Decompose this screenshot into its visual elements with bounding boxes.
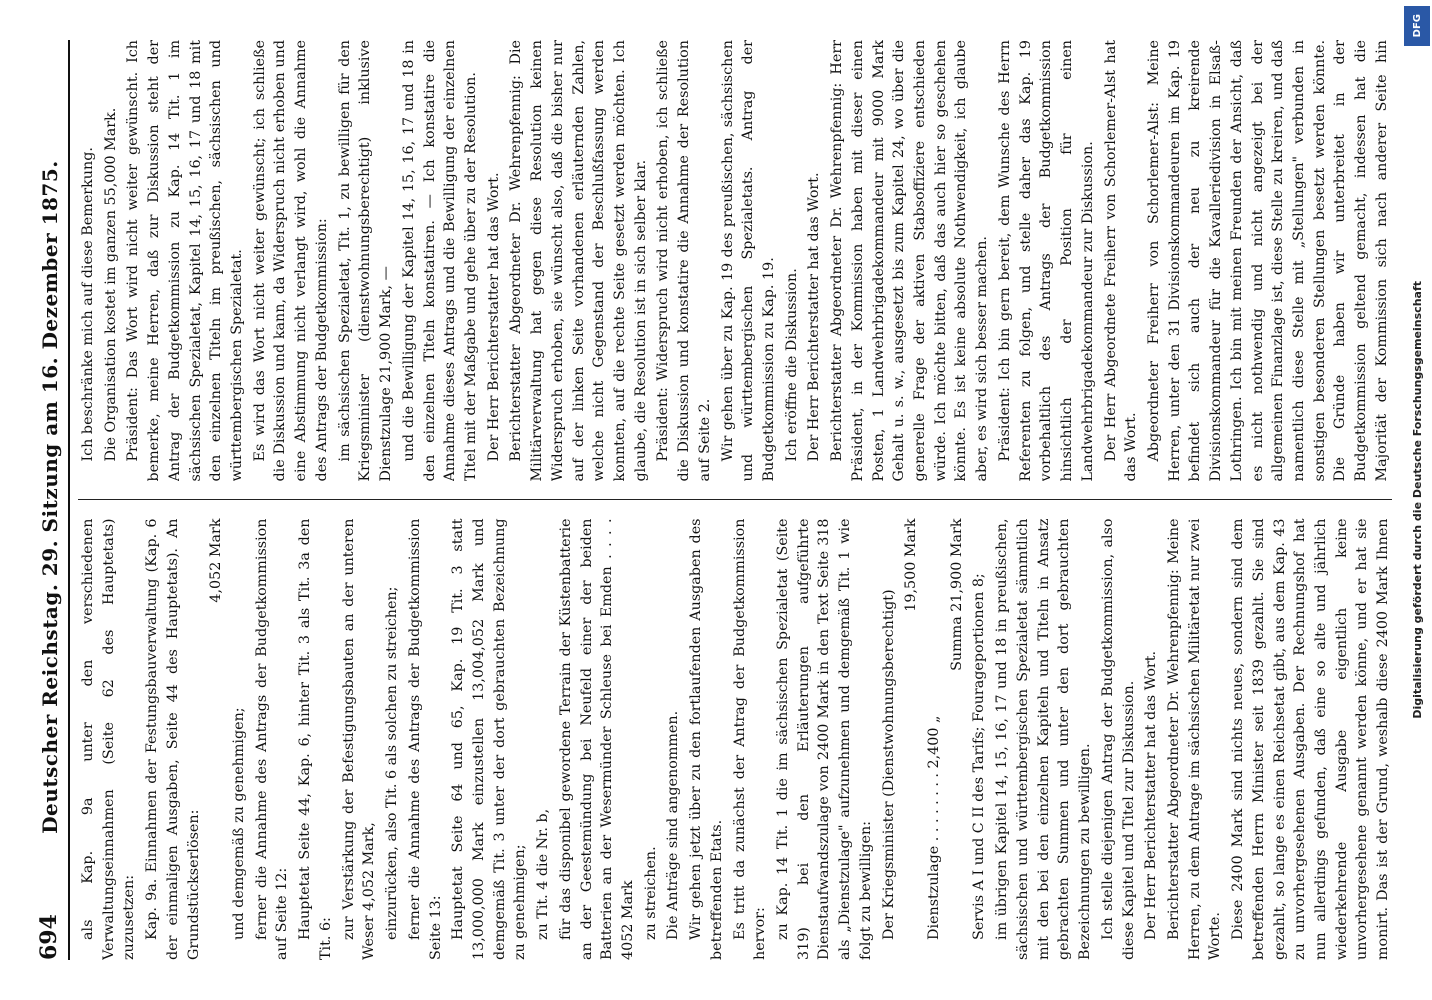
paragraph: Präsident: Das Wort wird nicht weiter gewünscht. Ich bemerke, meine Herren, daß zur Diskussion steht der Antrag der Budgetkommission zu Kap. 14 Tit. 1 im sächsischen Spezialetat, Kapitel 14, 15, 16, 17 und 18 mit den einzelnen Titeln im preußischen, sächsischen und württembergischen Spezialetat.	[125, 40, 246, 482]
paragraph: Hauptetat Seite 64 und 65, Kap. 19 Tit. 3 statt 13,000,000 Mark einzustellen 13,004,052 Mark und demgemäß Tit. 3 unter der dort gebrauchten Bezeichnung zu genehmigen;	[450, 518, 529, 960]
paragraph: im übrigen Kapitel 14, 15, 16, 17 und 18 in preußischen, sächsischen und württembergischen Spezialetat sämmtlich mit den bei den einzelnen Kapiteln und Titeln in Ansatz gebrachten Summen und unter den dort gebrauchten Bezeichnungen zu bewilligen.	[994, 518, 1094, 960]
paragraph: ferner die Annahme des Antrags der Budgetkommission auf Seite 12:	[253, 518, 291, 960]
text-columns	[78, 40, 1392, 960]
paragraph: Ich beschränke mich auf diese Bemerkung.	[80, 147, 96, 462]
left-column	[78, 519, 1392, 961]
paragraph: Kap. 9a. Einnahmen der Festungsbauverwaltung (Kap. 6 der einmaligen Ausgaben, Seite 44 des Hauptetats). An Grundstückserlösen:	[144, 518, 202, 960]
page-title: Deutscher Reichstag. 29. Sitzung am 16. Dezember 1875.	[38, 160, 62, 834]
paragraph: 19,500 Mark	[903, 518, 920, 612]
paragraph: Präsident: Ich bin gern bereit, dem Wunsche des Herrn Referenten zu folgen, und stelle daher das Kap. 19 vorbehaltlich des Antrags der Budgetkommission hinsichtlich der Position für einen Landwehrbrigadekommandeur zur Diskussion.	[996, 40, 1096, 482]
paragraph: Wir gehen jetzt über zu den fortlaufenden Ausgaben des betreffenden Etats.	[688, 518, 725, 960]
column-divider	[78, 500, 1392, 501]
paragraph: für das disponibel gewordene Terrain der Küstenbatterie an der Geestemündung bei Neufeld einer der beiden Batterien an der Wesermünder Schleuse bei Emden . . . . 4052 Mark	[557, 518, 636, 960]
paragraph: zur Verstärkung der Befestigungsbauten an der unteren Weser 4,052 Mark,	[340, 518, 378, 960]
paragraph: Der Herr Berichterstatter hat das Wort.	[485, 172, 502, 462]
paragraph: Servis A I und C II des Tarifs; Fourageportionen 8;	[971, 573, 988, 940]
paragraph: Die Anträge sind angenommen.	[665, 710, 682, 940]
paragraph: Der Kriegsminister (Dienstwohnungsberechtigt)	[880, 589, 897, 940]
paragraph: 4,052 Mark	[208, 518, 225, 603]
paragraph: zu Tit. 4 die Nr. b,	[535, 808, 552, 940]
paragraph: Es wird das Wort nicht weiter gewünscht; ich schließe die Diskussion und kann, da Widerspruch nicht erhoben und eine Abstimmung nicht verlangt wird, wohl die Annahme des Antrags der Budgetkommission:	[251, 40, 330, 482]
paragraph: Berichterstatter Abgeordneter Dr. Wehrenpfennig: Die Militärverwaltung hat gegen diese Resolution keinen Widerspruch erhoben, sie wünscht also, daß die bisher nur auf der linken Seite vorhandenen erläuternden Zahlen, welche nicht Gegenstand der Beschlußfassung werden konnten, auf die rechte Seite gesetzt werden möchten. Ich glaube, die Resolution ist in sich selber klar.	[508, 40, 649, 482]
paragraph: Dienstzulage . . . . . . . . 2,400 „	[926, 715, 943, 940]
paragraph: Diese 2400 Mark sind nichts neues, sondern sind dem betreffenden Herrn Minister seit 1839 gezahlt. Sie sind gezahlt, so lange es einen Reichsetat gibt, aus dem Kap. 43 zu unvorhergesehenen Ausgaben. Der Rechnungshof hat nun allerdings gefunden, daß eine so alte und jährlich wiederkehrende Ausgabe eigentlich keine unvorhergesehene genannt werden könne, und er hat sie monirt. Das ist der Grund, weshalb diese 2400 Mark Ihnen	[1230, 518, 1392, 960]
paragraph: Der Herr Abgeordnete Freiherr von Schorlemer-Alst hat das Wort.	[1102, 40, 1140, 482]
paragraph: Der Herr Berichterstatter hat das Wort.	[806, 172, 823, 462]
paragraph: einzurücken, also Tit. 6 als solchen zu streichen;	[384, 586, 401, 940]
paragraph: Ich stelle diejenigen Antrag der Budgetkommission, also diese Kapitel und Titel zur Diskussion.	[1099, 518, 1137, 960]
paragraph: Es tritt da zunächst der Antrag der Budgetkommission hervor:	[731, 518, 769, 960]
right-column	[78, 40, 1392, 482]
page-header	[28, 40, 70, 960]
paragraph: Summa 21,900 Mark	[948, 518, 965, 671]
paragraph: ferner die Annahme des Antrags der Budgetkommission Seite 13:	[406, 518, 444, 960]
dfg-logo: DFG	[1404, 6, 1430, 46]
page-number: 694	[36, 914, 62, 960]
paragraph: als Kap. 9a unter den verschiedenen Verwaltungseinnahmen (Seite 62 des Hauptetats) zuzusetzen:	[80, 518, 138, 960]
paragraph: Hauptetat Seite 44, Kap. 6, hinter Tit. 3 als Tit. 3a den Tit. 6:	[297, 518, 334, 960]
paragraph: Ich eröffne die Diskussion.	[783, 268, 800, 462]
paragraph: Der Herr Berichterstatter hat das Wort.	[1143, 650, 1160, 940]
paragraph: Berichterstatter Abgeordneter Dr. Wehrenpfennig: Herr Präsident, in der Kommission haben mit dieser einen Posten, 1 Landwehrbrigadekommandeur mit 9000 Mark Gehalt u. s. w., ausgesetzt bis zum Kapitel 24, wo über die generelle Frage der aktiven Stabsoffiziere entschieden würde. Ich möchte bitten, daß das auch hier so geschehen könnte. Es ist keine absolute Nothwendigkeit, ich glaube aber, es wird sich besser machen.	[829, 40, 991, 482]
paragraph: Berichterstatter Abgeordneter Dr. Wehrenpfennig: Meine Herren, zu dem Antrage im sächsischen Militäretat nur zwei Worte.	[1165, 518, 1224, 960]
digitization-note: Digitalisierung gefördert durch die Deutsche Forschungsgemeinschaft	[1410, 281, 1424, 719]
paragraph: Abgeordneter Freiherr von Schorlemer-Alst: Meine Herren, unter den 31 Divisionskommandeuren im Kap. 19 befindet sich auch der neu zu kreirende Divisionskommandeur für die Kavalleriedivision in Elsaß-Lothringen. Ich bin mit meinen Freunden der Ansicht, daß es nicht nothwendig und nicht angezeigt bei der allgemeinen Finanzlage ist, diese Stelle zu kreiren, und daß namentlich diese Stelle mit „Stellungen" verbunden in sonstigen besonderen Stellungen besetzt werden könnte. Die Gründe haben wir unterbreitet in der Budgetkommission geltend gemacht, indessen hat die Majorität der Kommission sich nach anderer Seite hin	[1145, 40, 1390, 482]
paragraph: Die Organisation kostet im ganzen 55,000 Mark.	[102, 107, 119, 462]
paragraph: zu Kap. 14 Tit. 1 die im sächsischen Spezialetat (Seite 319) bei den Erläuterungen aufgeführte Dienstaufwandszulage von 2400 Mark in den Text Seite 318 als „Dienstzulage" aufzunehmen und demgemäß Tit. 1 wie folgt zu bewilligen:	[775, 518, 874, 960]
paragraph: zu streichen.	[642, 846, 659, 940]
paragraph: und demgemäß zu genehmigen;	[231, 707, 248, 940]
paragraph: und die Bewilligung der Kapitel 14, 15, 16, 17 und 18 in den einzelnen Titeln konstatiren. — Ich konstatire die Annahme dieses Antrags und die Bewilligung der einzelnen Titel mit der Maßgabe und gehe über zu der Resolution.	[400, 40, 479, 482]
paragraph: Wir gehen über zu Kap. 19 des preußischen, sächsischen und württembergischen Spezialetats. Antrag der Budgetkommission zu Kap. 19.	[719, 40, 777, 482]
paragraph: Präsident: Widerspruch wird nicht erhoben, ich schließe die Diskussion und konstatire die Annahme der Resolution auf Seite 2.	[655, 40, 713, 482]
paragraph: im sächsischen Spezialetat, Tit. 1, zu bewilligen für den Kriegsminister (dienstwohnungsberechtigt) inklusive Dienstzulage 21,900 Mark, —	[336, 40, 395, 482]
